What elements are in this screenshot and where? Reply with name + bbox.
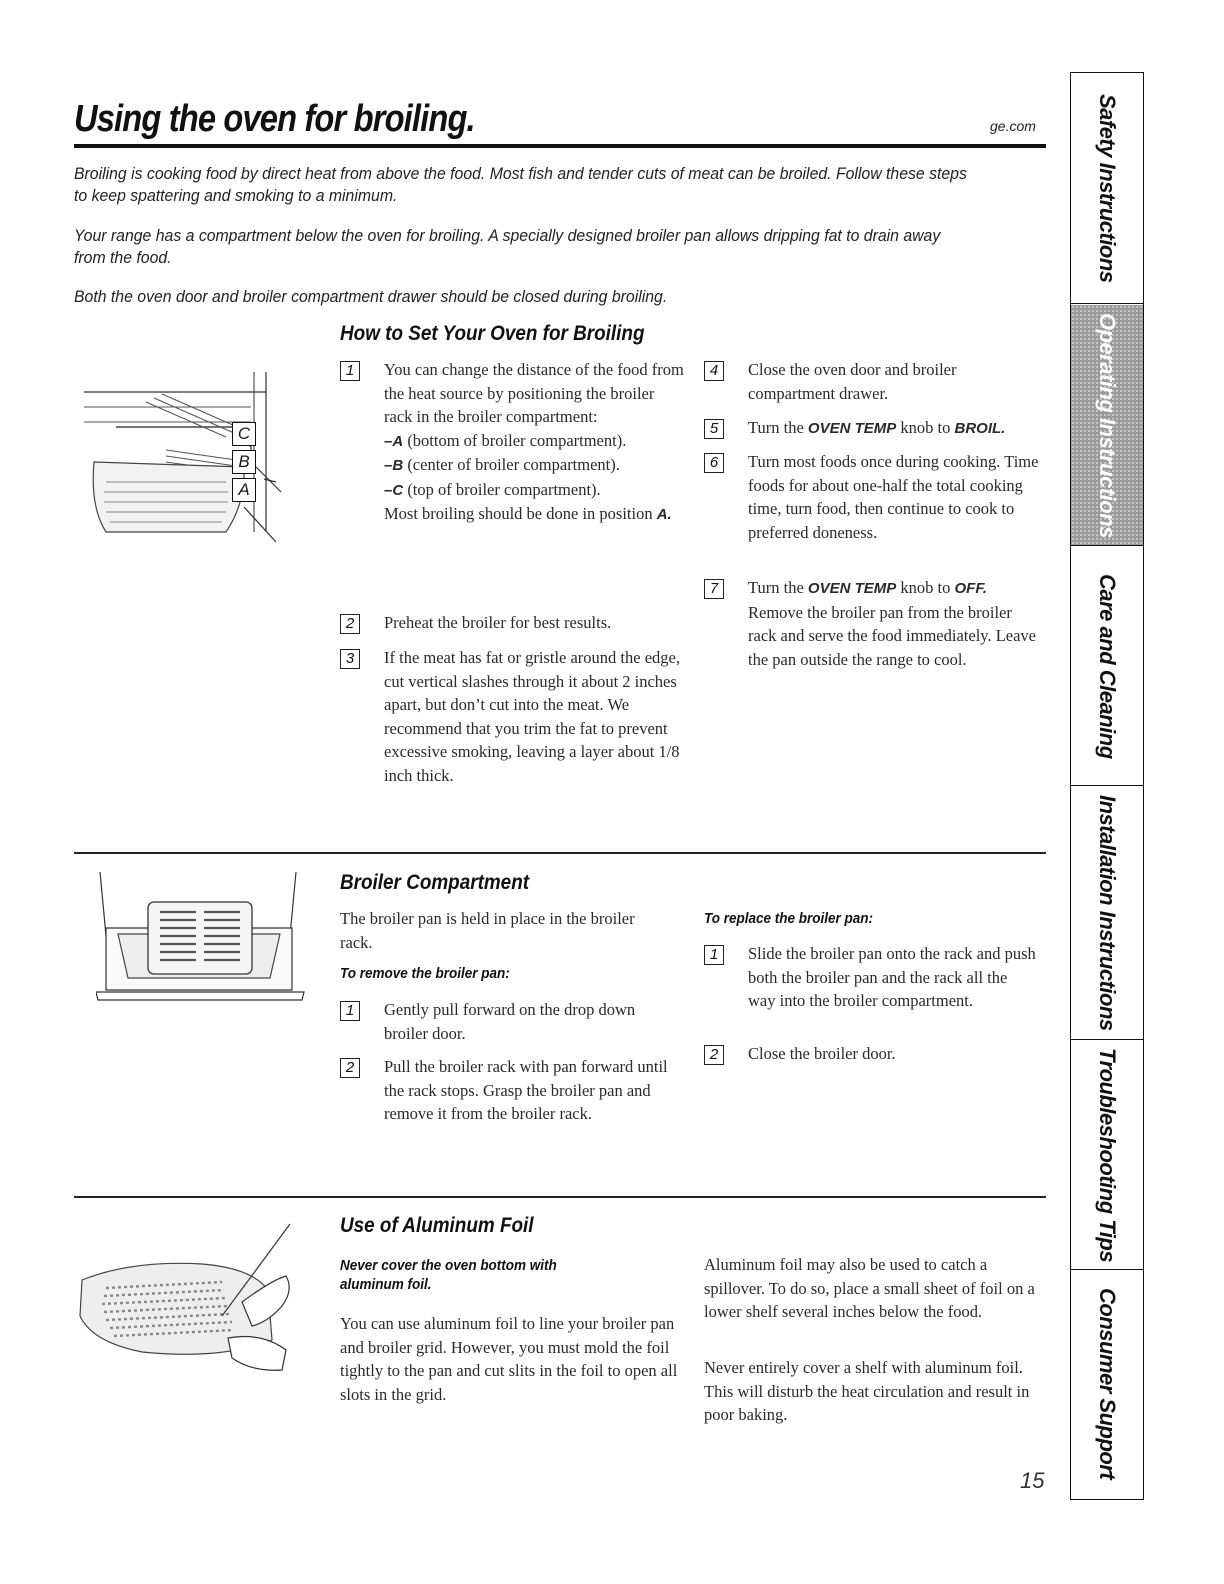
aluminum-foil-illustration (72, 1220, 302, 1390)
intro-paragraph-2: Your range has a compartment below the oven for broiling. A specially designed broiler pan allows dripping fat to drain away from the food. (74, 226, 941, 267)
step-number: 4 (704, 361, 724, 381)
step-text: Close the oven door and broiler compartment drawer. (748, 360, 957, 403)
step-text: You can change the distance of the food from the heat source by positioning the broiler rack in the broiler compartment: (384, 360, 684, 426)
tab-safety-instructions[interactable]: Safety Instructions (1071, 73, 1143, 304)
section-divider (74, 852, 1046, 854)
tab-care-and-cleaning[interactable]: Care and Cleaning (1071, 547, 1143, 786)
step-number: 7 (704, 579, 724, 599)
step-text: Pull the broiler rack with pan forward until the rack stops. Grasp the broiler pan and remove it from the broiler rack. (384, 1057, 668, 1123)
foil-paragraph-3: Never entirely cover a shelf with aluminum foil. This will disturb the heat circulation and result in poor baking. (704, 1358, 1030, 1424)
broiler-rack-positions-illustration (76, 332, 286, 572)
remove-pan-heading: To remove the broiler pan: (340, 965, 510, 982)
step-text: Preheat the broiler for best results. (384, 613, 612, 632)
section-title-foil: Use of Aluminum Foil (340, 1214, 534, 1237)
step-knob-line: Turn the OVEN TEMP knob to OFF. (748, 578, 987, 597)
section-title-compartment: Broiler Compartment (340, 871, 530, 894)
step-number: 2 (704, 1045, 724, 1065)
position-a-line: –A (bottom of broiler compartment). (384, 430, 627, 450)
step-number: 1 (340, 361, 360, 381)
step-number: 2 (340, 1058, 360, 1078)
foil-warning: Never cover the oven bottom with aluminum foil. (340, 1257, 557, 1293)
replace-pan-heading: To replace the broiler pan: (704, 910, 874, 927)
tab-installation-instructions[interactable]: Installation Instructions (1071, 787, 1143, 1040)
foil-paragraph-2: Aluminum foil may also be used to catch a spillover. To do so, place a small sheet of foil on a lower shelf several inches below the food. (704, 1255, 1035, 1321)
position-a-label: A (232, 478, 256, 502)
title-rule (74, 144, 1046, 148)
step-number: 5 (704, 419, 724, 439)
broiler-drawer-drawing (96, 868, 306, 1018)
step-text: Turn the OVEN TEMP knob to BROIL. (748, 418, 1006, 437)
step-text: Turn most foods once during cooking. Time foods for about one-half the total cooking time, turn food, then continue to cook to preferred doneness. (748, 452, 1039, 542)
position-c-line: –C (top of broiler compartment). (384, 479, 601, 499)
step-text: Remove the broiler pan from the broiler rack and serve the food immediately. Leave the pan outside the range to cool. (748, 602, 1037, 669)
broiler-compartment-illustration (96, 868, 306, 1018)
tab-consumer-support[interactable]: Consumer Support (1095, 1288, 1120, 1480)
step-number: 1 (340, 1001, 360, 1021)
website-label: ge.com (990, 118, 1036, 134)
position-b-label: B (232, 450, 256, 474)
tab-operating-instructions[interactable]: Operating Instructions (1071, 305, 1143, 546)
step-number: 2 (340, 614, 360, 634)
step-number: 3 (340, 649, 360, 669)
step-text: Gently pull forward on the drop down broiler door. (384, 1000, 636, 1043)
foil-paragraph-1: You can use aluminum foil to line your broiler pan and broiler grid. However, you must mold the foil tightly to the pan and cut slits in the foil to open all slots in the grid. (340, 1314, 678, 1404)
page-number: 15 (1020, 1468, 1045, 1493)
page-title: Using the oven for broiling. (74, 98, 475, 140)
position-c-label: C (232, 422, 256, 446)
section-divider (74, 1196, 1046, 1198)
step-text: Slide the broiler pan onto the rack and push both the broiler pan and the rack all the way into the broiler compartment. (748, 944, 1036, 1010)
intro-paragraph-1: Broiling is cooking food by direct heat from above the food. Most fish and tender cuts of meat can be broiled. Follow these steps to keep spattering and smoking to a minimum. (74, 164, 967, 205)
compartment-intro: The broiler pan is held in place in the broiler rack. (340, 909, 635, 952)
section-tabs (1070, 72, 1144, 1500)
section-title-set-oven: How to Set Your Oven for Broiling (340, 322, 645, 345)
position-b-line: –B (center of broiler compartment). (384, 455, 620, 474)
step-text: If the meat has fat or gristle around the edge, cut vertical slashes through it about 2 inches apart, but don’t cut into the meat. We recommend that you trim the fat to prevent excessive smoking, leaving a layer about 1/8 inch thick. (384, 648, 680, 785)
step-text: Close the broiler door. (748, 1044, 896, 1063)
step-number: 1 (704, 945, 724, 965)
intro-paragraph-3: Both the oven door and broiler compartment drawer should be closed during broiling. (74, 287, 668, 306)
most-broiling-note: Most broiling should be done in position A. (384, 504, 672, 523)
tab-troubleshooting-tips[interactable]: Troubleshooting Tips (1071, 1041, 1143, 1270)
foil-pan-drawing (72, 1220, 302, 1390)
step-number: 6 (704, 453, 724, 473)
